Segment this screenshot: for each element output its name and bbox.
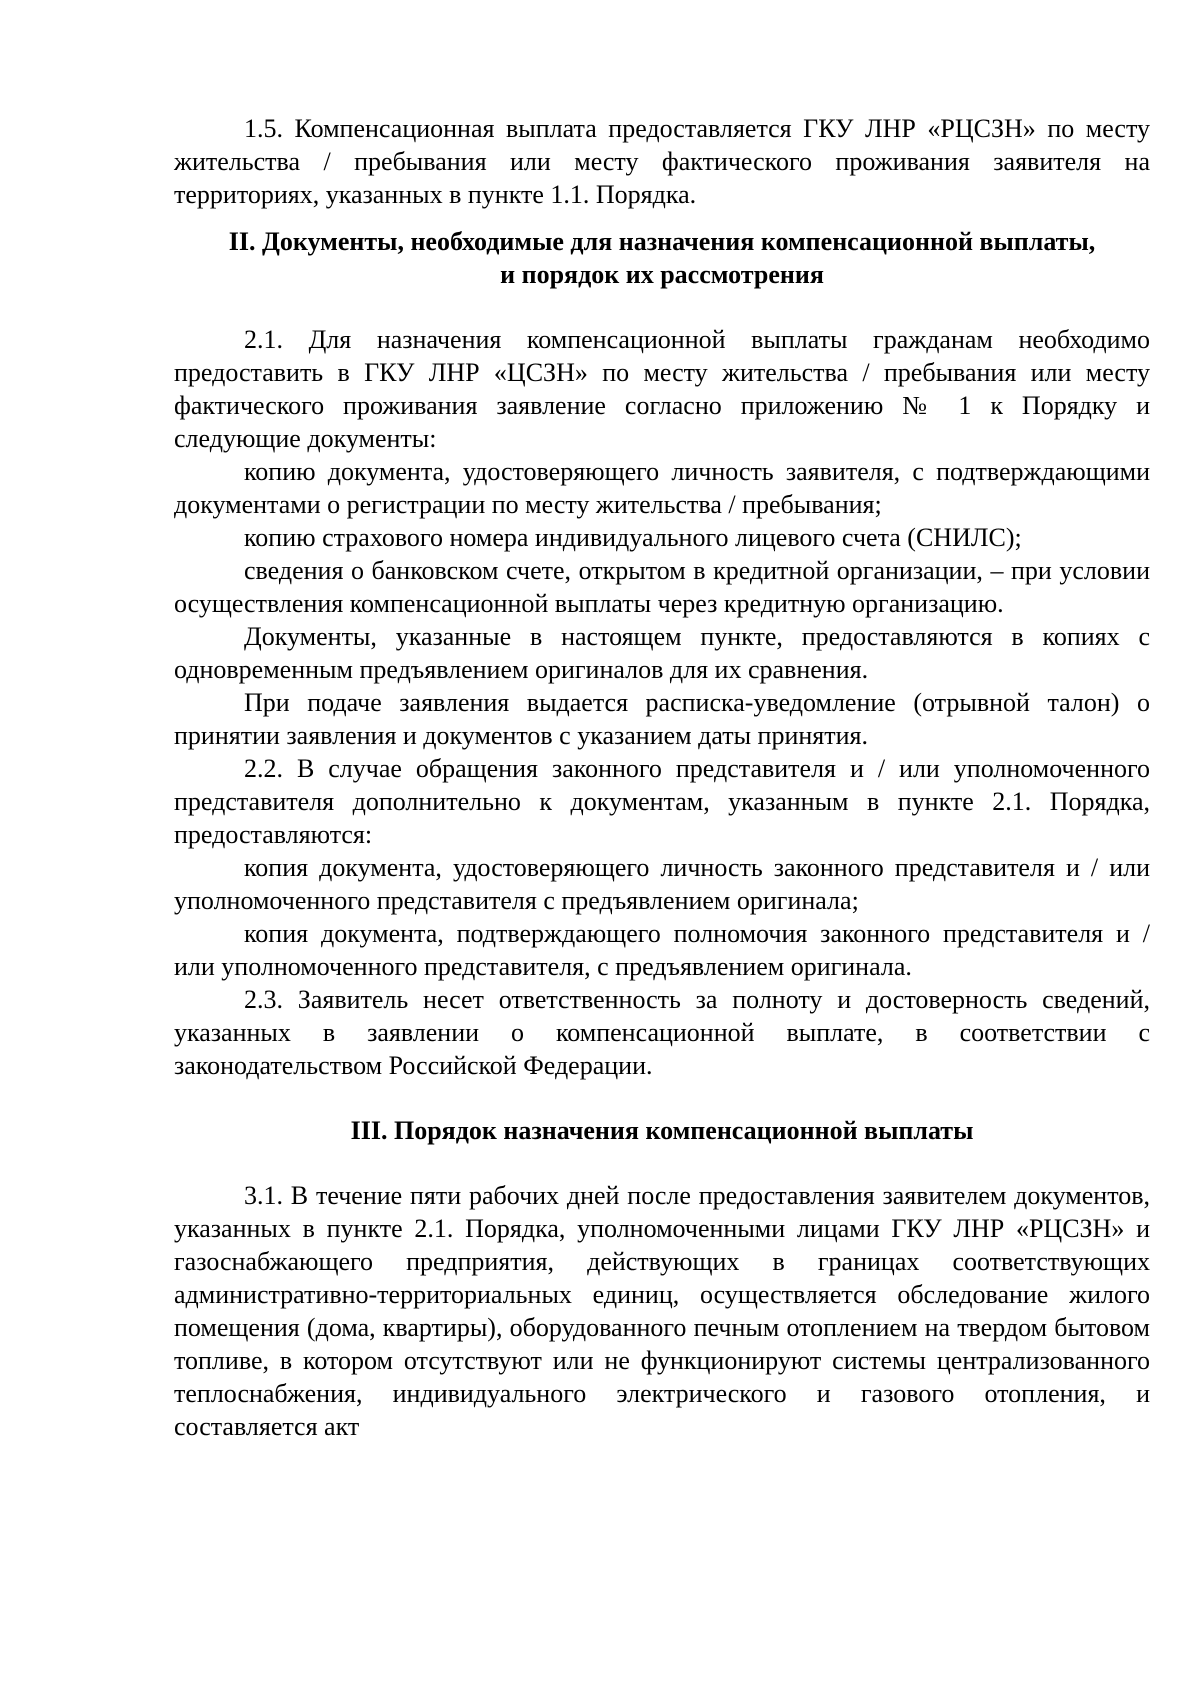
paragraph-1-5: 1.5. Компенсационная выплата предоставляется ГКУ ЛНР «РЦСЗН» по месту жительства / пребывания или месту фактического проживания заявителя на территориях, указанных в пункте 1.1. Порядка. — [174, 114, 1150, 209]
paragraph-copies-note: Документы, указанные в настоящем пункте, предоставляются в копиях с одновременным предъявлением оригиналов для их сравнения. — [174, 622, 1150, 684]
list-item-passport-copy: копию документа, удостоверяющего личность заявителя, с подтверждающими документами о регистрации по месту жительства / пребывания; — [174, 457, 1150, 519]
paragraph-3-1: 3.1. В течение пяти рабочих дней после предоставления заявителем документов, указанных в пункте 2.1. Порядка, уполномоченными лицами ГКУ ЛНР «РЦСЗН» и газоснабжающего предприятия, действующих в границах соответствующих административно-территориальных единиц, осуществляется обследование жилого помещения (дома, квартиры), оборудованного печным отоплением на твердом бытовом топливе, в котором отсутствуют или не функционируют системы централизованного теплоснабжения, индивидуального электрического и газового отопления, и составляется акт — [174, 1181, 1150, 1441]
section-2-heading-line-2: и порядок их рассмотрения — [500, 260, 824, 289]
paragraph-2-3: 2.3. Заявитель несет ответственность за полноту и достоверность сведений, указанных в заявлении о компенсационной выплате, в соответствии с законодательством Российской Федерации. — [174, 985, 1150, 1080]
list-item-snils-copy: копию страхового номера индивидуального лицевого счета (СНИЛС); — [244, 523, 1022, 552]
list-item-representative-authority: копия документа, подтверждающего полномочия законного представителя и / или уполномоченного представителя, с предъявлением оригинала. — [174, 919, 1150, 981]
list-item-bank-account: сведения о банковском счете, открытом в кредитной организации, – при условии осуществления компенсационной выплаты через кредитную организацию. — [174, 556, 1150, 618]
section-2-heading — [174, 225, 1150, 291]
paragraph-2-2: 2.2. В случае обращения законного представителя и / или уполномоченного представителя дополнительно к документам, указанным в пункте 2.1. Порядка, предоставляются: — [174, 754, 1150, 849]
section-2-heading-line-1: II. Документы, необходимые для назначения компенсационной выплаты, — [228, 227, 1096, 256]
document-page — [174, 112, 1150, 1443]
list-item-representative-id: копия документа, удостоверяющего личность законного представителя и / или уполномоченного представителя с предъявлением оригинала; — [174, 853, 1150, 915]
paragraph-2-1: 2.1. Для назначения компенсационной выплаты гражданам необходимо предоставить в ГКУ ЛНР «ЦСЗН» по месту жительства / пребывания или месту фактического проживания заявление согласно приложению № 1 к Порядку и следующие документы: — [174, 325, 1150, 453]
paragraph-receipt-note: При подаче заявления выдается расписка-уведомление (отрывной талон) о принятии заявления и документов с указанием даты принятия. — [174, 688, 1150, 750]
section-3-heading: III. Порядок назначения компенсационной выплаты — [350, 1116, 974, 1145]
